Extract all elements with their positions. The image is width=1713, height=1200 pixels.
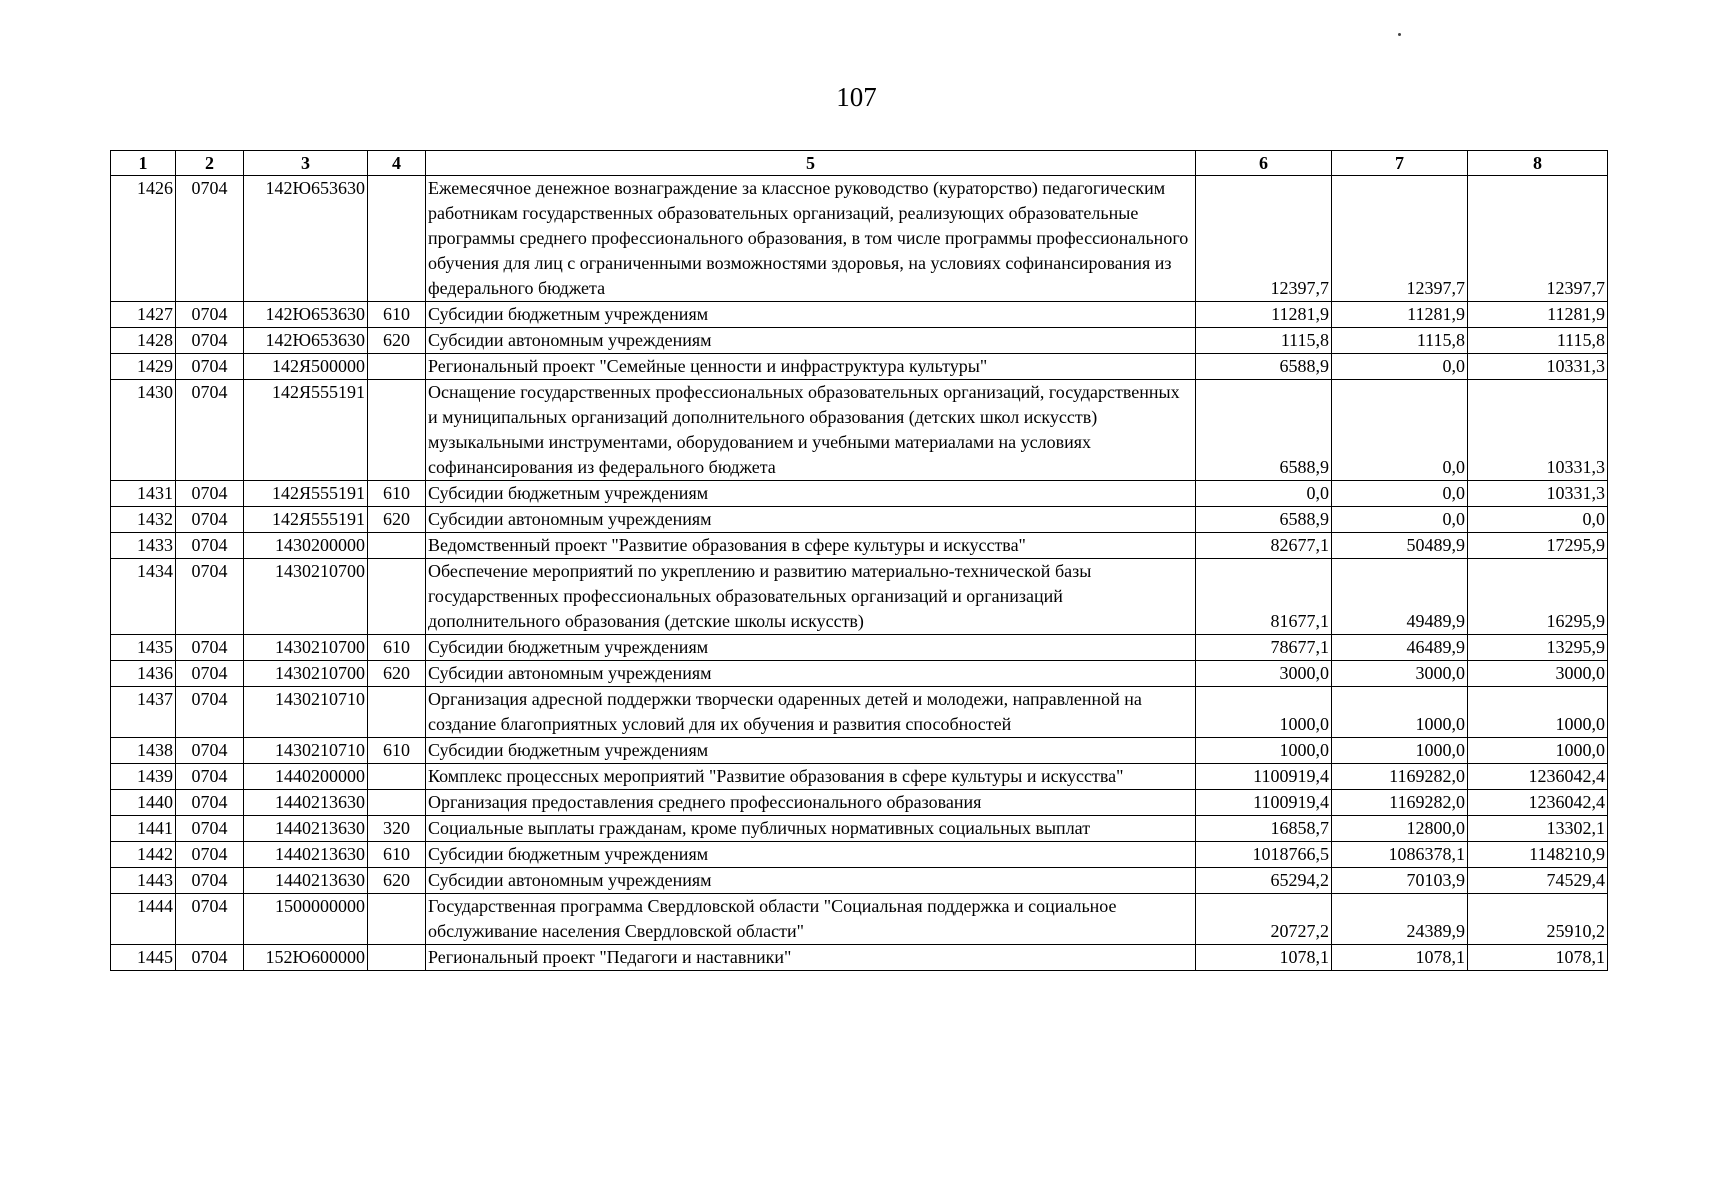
table-row — [111, 945, 1608, 971]
amount-col7: 70103,9 — [1332, 868, 1468, 894]
column-header: 8 — [1468, 151, 1608, 176]
section-code: 0704 — [176, 354, 244, 380]
item-name: Организация адресной поддержки творчески одаренных детей и молодежи, направленной на создание благоприятных условий для их обучения и развития способностей — [426, 687, 1196, 738]
row-number: 1426 — [111, 176, 176, 302]
item-name: Государственная программа Свердловской области "Социальная поддержка и социальное обслуживание населения Свердловской области" — [426, 894, 1196, 945]
expense-type — [368, 764, 426, 790]
section-code: 0704 — [176, 481, 244, 507]
target-code: 1430210710 — [244, 738, 368, 764]
amount-col8: 10331,3 — [1468, 380, 1608, 481]
amount-col6: 81677,1 — [1196, 559, 1332, 635]
item-name: Оснащение государственных профессиональных образовательных организаций, государственных и муниципальных организаций дополнительного образования (детских школ искусств) музыкальными инструментами, оборудованием и учебными материалами на условиях софинансирования из федерального бюджета — [426, 380, 1196, 481]
row-number: 1436 — [111, 661, 176, 687]
item-name: Субсидии бюджетным учреждениям — [426, 842, 1196, 868]
target-code: 1430200000 — [244, 533, 368, 559]
row-number: 1441 — [111, 816, 176, 842]
amount-col6: 6588,9 — [1196, 380, 1332, 481]
target-code: 1500000000 — [244, 894, 368, 945]
column-header: 3 — [244, 151, 368, 176]
target-code: 142Ю653630 — [244, 176, 368, 302]
expense-type: 320 — [368, 816, 426, 842]
expense-type: 610 — [368, 302, 426, 328]
amount-col8: 11281,9 — [1468, 302, 1608, 328]
section-code: 0704 — [176, 764, 244, 790]
row-number: 1438 — [111, 738, 176, 764]
amount-col6: 16858,7 — [1196, 816, 1332, 842]
amount-col6: 1018766,5 — [1196, 842, 1332, 868]
column-header: 4 — [368, 151, 426, 176]
amount-col6: 6588,9 — [1196, 354, 1332, 380]
row-number: 1435 — [111, 635, 176, 661]
table-row — [111, 635, 1608, 661]
row-number: 1432 — [111, 507, 176, 533]
row-number: 1443 — [111, 868, 176, 894]
amount-col7: 50489,9 — [1332, 533, 1468, 559]
table-row — [111, 481, 1608, 507]
amount-col8: 74529,4 — [1468, 868, 1608, 894]
expense-type: 610 — [368, 635, 426, 661]
amount-col6: 1000,0 — [1196, 687, 1332, 738]
table-row — [111, 687, 1608, 738]
section-code: 0704 — [176, 894, 244, 945]
section-code: 0704 — [176, 842, 244, 868]
amount-col6: 1100919,4 — [1196, 764, 1332, 790]
amount-col7: 11281,9 — [1332, 302, 1468, 328]
table-row — [111, 842, 1608, 868]
amount-col8: 10331,3 — [1468, 354, 1608, 380]
amount-col7: 12800,0 — [1332, 816, 1468, 842]
amount-col7: 0,0 — [1332, 354, 1468, 380]
row-number: 1440 — [111, 790, 176, 816]
amount-col8: 10331,3 — [1468, 481, 1608, 507]
table-row — [111, 507, 1608, 533]
target-code: 1440213630 — [244, 790, 368, 816]
item-name: Социальные выплаты гражданам, кроме публичных нормативных социальных выплат — [426, 816, 1196, 842]
target-code: 1440213630 — [244, 842, 368, 868]
table-row — [111, 894, 1608, 945]
column-header: 1 — [111, 151, 176, 176]
section-code: 0704 — [176, 302, 244, 328]
item-name: Обеспечение мероприятий по укреплению и развитию материально-технической базы государственных профессиональных образовательных организаций и организаций дополнительного образования (детские школы искусств) — [426, 559, 1196, 635]
item-name: Субсидии автономным учреждениям — [426, 661, 1196, 687]
amount-col8: 1000,0 — [1468, 738, 1608, 764]
expense-type — [368, 559, 426, 635]
table-row — [111, 764, 1608, 790]
item-name: Субсидии автономным учреждениям — [426, 507, 1196, 533]
expense-type: 620 — [368, 868, 426, 894]
amount-col7: 46489,9 — [1332, 635, 1468, 661]
target-code: 142Я555191 — [244, 507, 368, 533]
amount-col8: 1115,8 — [1468, 328, 1608, 354]
row-number: 1439 — [111, 764, 176, 790]
item-name: Субсидии бюджетным учреждениям — [426, 738, 1196, 764]
item-name: Субсидии бюджетным учреждениям — [426, 481, 1196, 507]
expense-type — [368, 945, 426, 971]
item-name: Субсидии автономным учреждениям — [426, 868, 1196, 894]
column-header: 7 — [1332, 151, 1468, 176]
target-code: 1430210700 — [244, 635, 368, 661]
expense-type — [368, 176, 426, 302]
table-row — [111, 790, 1608, 816]
table-row — [111, 868, 1608, 894]
amount-col7: 0,0 — [1332, 481, 1468, 507]
item-name: Субсидии автономным учреждениям — [426, 328, 1196, 354]
column-header: 6 — [1196, 151, 1332, 176]
table-row — [111, 328, 1608, 354]
amount-col8: 13295,9 — [1468, 635, 1608, 661]
target-code: 142Я555191 — [244, 481, 368, 507]
item-name: Региональный проект "Семейные ценности и инфраструктура культуры" — [426, 354, 1196, 380]
target-code: 142Я555191 — [244, 380, 368, 481]
amount-col6: 1115,8 — [1196, 328, 1332, 354]
amount-col7: 0,0 — [1332, 380, 1468, 481]
target-code: 142Ю653630 — [244, 302, 368, 328]
section-code: 0704 — [176, 380, 244, 481]
target-code: 1430210710 — [244, 687, 368, 738]
item-name: Организация предоставления среднего профессионального образования — [426, 790, 1196, 816]
amount-col6: 6588,9 — [1196, 507, 1332, 533]
amount-col8: 16295,9 — [1468, 559, 1608, 635]
table-row — [111, 176, 1608, 302]
table-row — [111, 661, 1608, 687]
section-code: 0704 — [176, 945, 244, 971]
amount-col7: 1078,1 — [1332, 945, 1468, 971]
row-number: 1429 — [111, 354, 176, 380]
section-code: 0704 — [176, 738, 244, 764]
amount-col6: 78677,1 — [1196, 635, 1332, 661]
expense-type — [368, 687, 426, 738]
section-code: 0704 — [176, 533, 244, 559]
item-name: Ежемесячное денежное вознаграждение за классное руководство (кураторство) педагогическим работникам государственных образовательных организаций, реализующих образовательные программы среднего профессионального образования, в том числе программы профессионального обучения для лиц с ограниченными возможностями здоровья, на условиях софинансирования из федерального бюджета — [426, 176, 1196, 302]
item-name: Региональный проект "Педагоги и наставники" — [426, 945, 1196, 971]
amount-col6: 11281,9 — [1196, 302, 1332, 328]
target-code: 1440213630 — [244, 816, 368, 842]
amount-col7: 1000,0 — [1332, 738, 1468, 764]
amount-col7: 0,0 — [1332, 507, 1468, 533]
amount-col7: 1169282,0 — [1332, 764, 1468, 790]
amount-col7: 12397,7 — [1332, 176, 1468, 302]
item-name: Комплекс процессных мероприятий "Развитие образования в сфере культуры и искусства" — [426, 764, 1196, 790]
expense-type — [368, 790, 426, 816]
amount-col8: 1078,1 — [1468, 945, 1608, 971]
row-number: 1445 — [111, 945, 176, 971]
expense-type — [368, 354, 426, 380]
amount-col6: 82677,1 — [1196, 533, 1332, 559]
amount-col8: 12397,7 — [1468, 176, 1608, 302]
amount-col7: 1115,8 — [1332, 328, 1468, 354]
amount-col6: 3000,0 — [1196, 661, 1332, 687]
target-code: 1440200000 — [244, 764, 368, 790]
amount-col8: 17295,9 — [1468, 533, 1608, 559]
table-row — [111, 380, 1608, 481]
row-number: 1431 — [111, 481, 176, 507]
amount-col6: 20727,2 — [1196, 894, 1332, 945]
amount-col6: 1100919,4 — [1196, 790, 1332, 816]
amount-col8: 3000,0 — [1468, 661, 1608, 687]
section-code: 0704 — [176, 176, 244, 302]
section-code: 0704 — [176, 868, 244, 894]
budget-table — [110, 150, 1608, 971]
table-row — [111, 738, 1608, 764]
section-code: 0704 — [176, 507, 244, 533]
expense-type: 610 — [368, 738, 426, 764]
table-row — [111, 533, 1608, 559]
expense-type: 620 — [368, 661, 426, 687]
amount-col7: 49489,9 — [1332, 559, 1468, 635]
section-code: 0704 — [176, 559, 244, 635]
amount-col8: 1000,0 — [1468, 687, 1608, 738]
expense-type: 610 — [368, 842, 426, 868]
section-code: 0704 — [176, 328, 244, 354]
amount-col7: 1169282,0 — [1332, 790, 1468, 816]
amount-col7: 24389,9 — [1332, 894, 1468, 945]
row-number: 1430 — [111, 380, 176, 481]
expense-type — [368, 533, 426, 559]
target-code: 142Я500000 — [244, 354, 368, 380]
row-number: 1428 — [111, 328, 176, 354]
table-row — [111, 302, 1608, 328]
target-code: 142Ю653630 — [244, 328, 368, 354]
amount-col8: 1236042,4 — [1468, 790, 1608, 816]
section-code: 0704 — [176, 790, 244, 816]
section-code: 0704 — [176, 661, 244, 687]
row-number: 1433 — [111, 533, 176, 559]
row-number: 1427 — [111, 302, 176, 328]
amount-col8: 1236042,4 — [1468, 764, 1608, 790]
target-code: 152Ю600000 — [244, 945, 368, 971]
amount-col7: 1000,0 — [1332, 687, 1468, 738]
row-number: 1442 — [111, 842, 176, 868]
target-code: 1430210700 — [244, 661, 368, 687]
table-row — [111, 559, 1608, 635]
header-row — [111, 151, 1608, 176]
amount-col6: 65294,2 — [1196, 868, 1332, 894]
target-code: 1430210700 — [244, 559, 368, 635]
row-number: 1434 — [111, 559, 176, 635]
item-name: Субсидии бюджетным учреждениям — [426, 302, 1196, 328]
expense-type — [368, 894, 426, 945]
expense-type: 620 — [368, 507, 426, 533]
column-header: 2 — [176, 151, 244, 176]
page-number: 107 — [836, 82, 877, 112]
section-code: 0704 — [176, 816, 244, 842]
expense-type: 620 — [368, 328, 426, 354]
section-code: 0704 — [176, 635, 244, 661]
amount-col8: 25910,2 — [1468, 894, 1608, 945]
amount-col8: 0,0 — [1468, 507, 1608, 533]
amount-col6: 0,0 — [1196, 481, 1332, 507]
item-name: Субсидии бюджетным учреждениям — [426, 635, 1196, 661]
amount-col6: 1000,0 — [1196, 738, 1332, 764]
item-name: Ведомственный проект "Развитие образования в сфере культуры и искусства" — [426, 533, 1196, 559]
target-code: 1440213630 — [244, 868, 368, 894]
expense-type — [368, 380, 426, 481]
amount-col8: 13302,1 — [1468, 816, 1608, 842]
amount-col6: 1078,1 — [1196, 945, 1332, 971]
row-number: 1444 — [111, 894, 176, 945]
column-header: 5 — [426, 151, 1196, 176]
amount-col8: 1148210,9 — [1468, 842, 1608, 868]
row-number: 1437 — [111, 687, 176, 738]
section-code: 0704 — [176, 687, 244, 738]
table-row — [111, 816, 1608, 842]
amount-col7: 3000,0 — [1332, 661, 1468, 687]
table-row — [111, 354, 1608, 380]
amount-col6: 12397,7 — [1196, 176, 1332, 302]
scan-speck — [1398, 33, 1401, 36]
expense-type: 610 — [368, 481, 426, 507]
amount-col7: 1086378,1 — [1332, 842, 1468, 868]
